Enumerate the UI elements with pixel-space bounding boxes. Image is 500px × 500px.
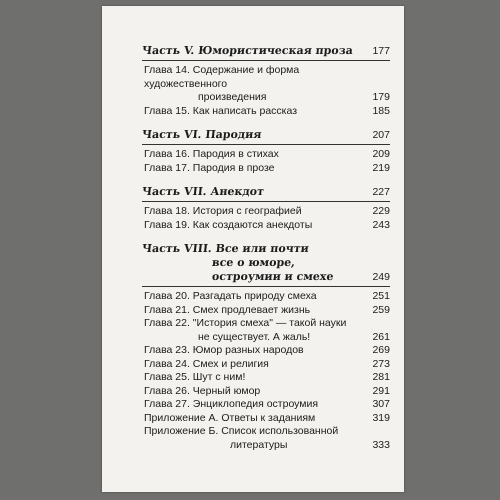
toc-page-number: 219 bbox=[372, 161, 390, 174]
toc-page-number: 291 bbox=[372, 384, 390, 397]
toc-part-title-cont: все о юморе, bbox=[211, 256, 296, 269]
toc-page-number: 269 bbox=[372, 344, 390, 356]
toc-chapter-19 bbox=[142, 219, 390, 233]
toc-chapter-title: Глава 25. Шут с ним! bbox=[144, 371, 246, 383]
toc-chapter-title: Глава 20. Разгадать природу смеха bbox=[144, 290, 317, 302]
toc-appendix-a bbox=[142, 412, 390, 426]
toc-appendix-title-cont: литературы bbox=[230, 438, 288, 451]
toc-chapter-22 bbox=[142, 317, 390, 344]
table-of-contents bbox=[142, 44, 390, 452]
toc-chapter-title: Глава 16. Пародия в стихах bbox=[144, 148, 279, 160]
toc-page-number: 249 bbox=[372, 271, 390, 283]
toc-chapter-26 bbox=[142, 385, 390, 399]
toc-chapter-15 bbox=[142, 105, 390, 119]
toc-chapter-title: Глава 14. Содержание и форма художественного bbox=[144, 64, 300, 90]
toc-chapter-20 bbox=[142, 290, 390, 304]
toc-chapter-title: Глава 21. Смех продлевает жизнь bbox=[144, 303, 311, 316]
toc-page-number: 259 bbox=[372, 303, 390, 316]
toc-chapter-title: Глава 22. "История смеха" — такой науки bbox=[144, 317, 347, 329]
toc-page-number: 281 bbox=[372, 371, 390, 383]
toc-part-title: Часть V. Юмористическая проза bbox=[141, 44, 354, 57]
toc-chapter-25 bbox=[142, 371, 390, 385]
toc-chapter-title: Глава 18. История с географией bbox=[144, 205, 302, 217]
toc-chapter-title: Глава 23. Юмор разных народов bbox=[144, 344, 304, 356]
toc-page-number: 229 bbox=[372, 205, 390, 217]
toc-chapter-title-cont: не существует. А жаль! bbox=[198, 330, 311, 343]
toc-chapter-23 bbox=[142, 344, 390, 358]
toc-chapter-title-cont: произведения bbox=[198, 91, 267, 103]
toc-page-number: 261 bbox=[372, 330, 390, 343]
toc-chapter-21 bbox=[142, 304, 390, 318]
toc-part-title-cont: остроумии и смехе bbox=[211, 270, 335, 283]
toc-chapter-title: Глава 26. Черный юмор bbox=[144, 384, 261, 397]
toc-part-6 bbox=[142, 128, 390, 145]
toc-part-8 bbox=[142, 242, 390, 287]
toc-page-number: 243 bbox=[372, 218, 390, 231]
toc-appendix-b bbox=[142, 425, 390, 452]
toc-page-number: 227 bbox=[372, 186, 390, 198]
toc-chapter-17 bbox=[142, 162, 390, 176]
toc-page-number: 185 bbox=[372, 104, 390, 117]
toc-page-number: 209 bbox=[372, 148, 390, 160]
toc-appendix-title: Приложение Б. Список использованной bbox=[144, 425, 339, 437]
toc-chapter-14 bbox=[142, 64, 390, 105]
toc-part-7 bbox=[142, 185, 390, 202]
toc-part-title: Часть VII. Анекдот bbox=[141, 185, 265, 198]
toc-page-number: 177 bbox=[372, 45, 390, 57]
toc-chapter-title: Глава 15. Как написать рассказ bbox=[144, 104, 298, 117]
toc-part-title: Часть VIII. Все или почти bbox=[141, 242, 310, 255]
toc-page-number: 333 bbox=[372, 438, 390, 451]
toc-page-number: 179 bbox=[372, 91, 390, 103]
toc-appendix-title: Приложение А. Ответы к заданиям bbox=[144, 411, 316, 424]
toc-page-number: 207 bbox=[372, 129, 390, 141]
toc-part-title: Часть VI. Пародия bbox=[141, 128, 263, 141]
toc-chapter-16 bbox=[142, 148, 390, 162]
toc-chapter-24 bbox=[142, 358, 390, 372]
toc-chapter-title: Глава 19. Как создаются анекдоты bbox=[144, 218, 313, 231]
toc-page-number: 273 bbox=[372, 357, 390, 370]
toc-page-number: 319 bbox=[372, 411, 390, 424]
toc-chapter-title: Глава 17. Пародия в прозе bbox=[144, 161, 275, 174]
toc-chapter-18 bbox=[142, 205, 390, 219]
toc-part-5 bbox=[142, 44, 390, 61]
toc-page-number: 251 bbox=[372, 290, 390, 302]
toc-chapter-title: Глава 27. Энциклопедия остроумия bbox=[144, 398, 319, 410]
toc-chapter-title: Глава 24. Смех и религия bbox=[144, 357, 269, 370]
book-page bbox=[102, 6, 404, 492]
toc-page-number: 307 bbox=[372, 398, 390, 410]
toc-chapter-27 bbox=[142, 398, 390, 412]
